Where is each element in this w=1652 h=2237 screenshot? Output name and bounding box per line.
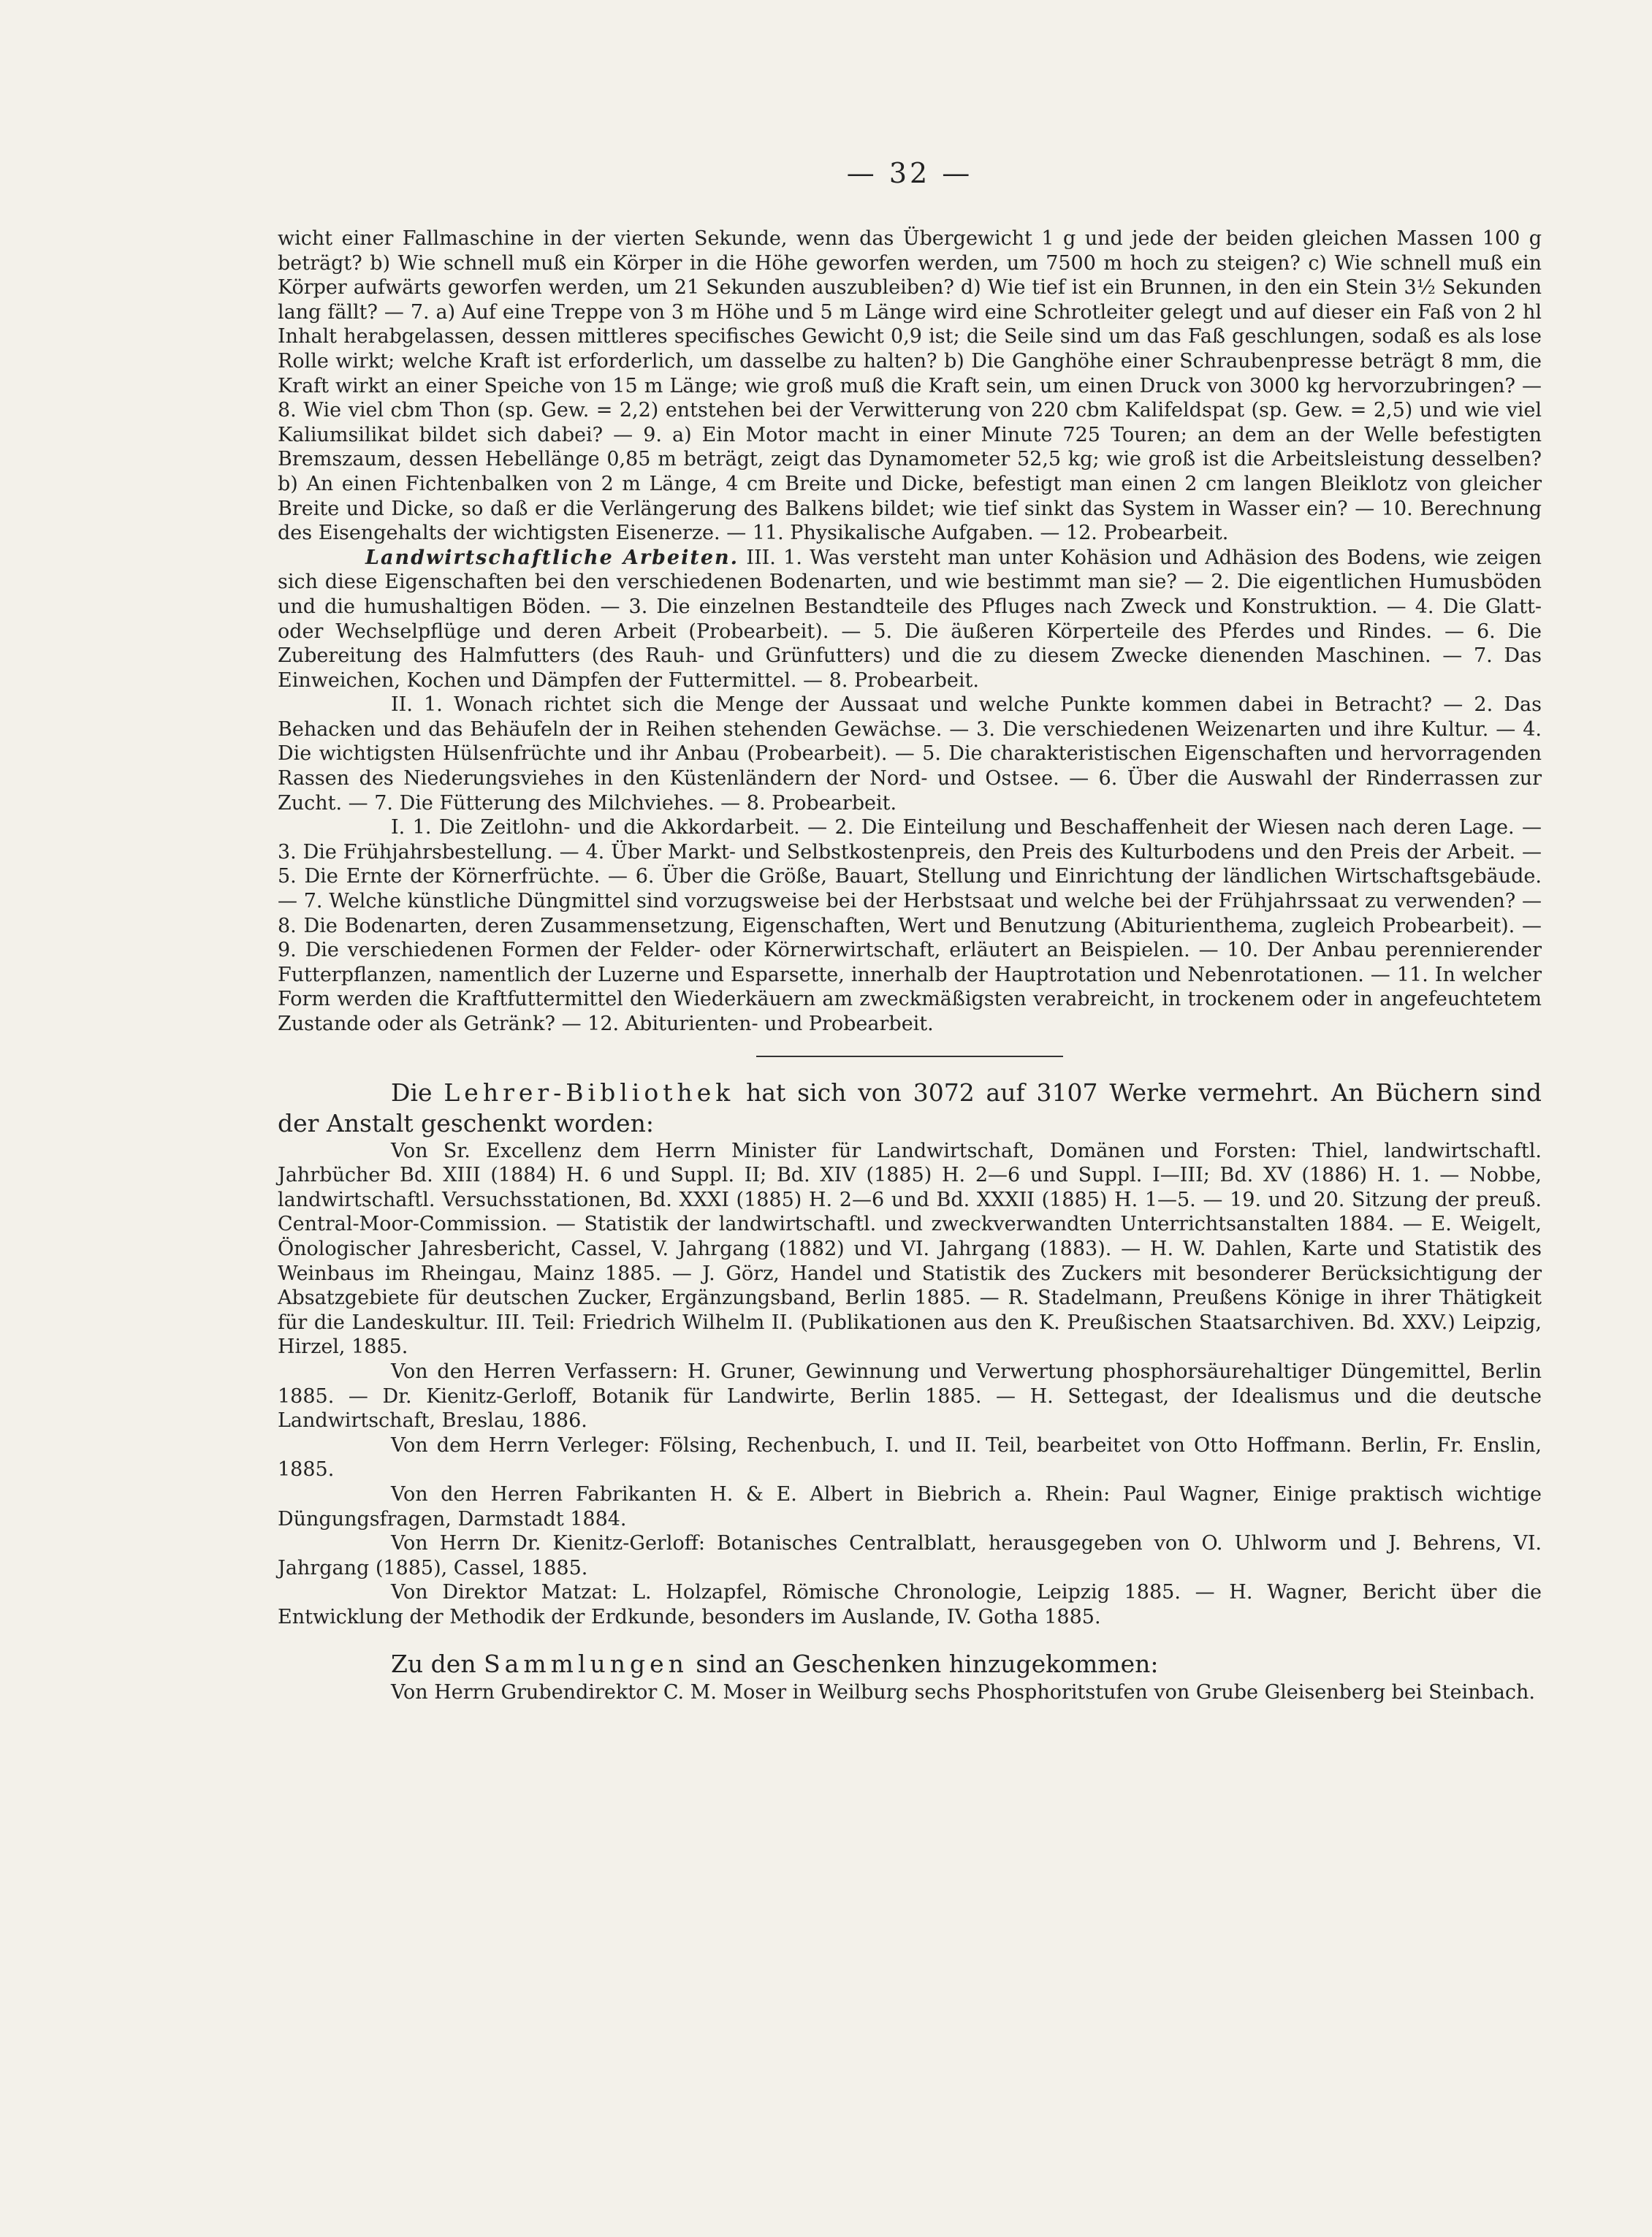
- minister-donation: Von Sr. Excellenz dem Herrn Minister für Landwirtschaft, Domänen und Forsten: Thiel, landwirtschaftl. Jahrbücher Bd. XIII (1884) H. 6 und Suppl. II; Bd. XIV (1885) H. 2—6 und Suppl. I—III; Bd. XV (1886) H. 1. — Nobbe, landwirtschaftl. Versuchsstationen, Bd. XXXI (1885) H. 2—6 und Bd. XXXII (1885) H. 1—5. — 19. und 20. Sitzung der preuß. Central-Moor-Commission. — Statistik der landwirtschaftl. und zweckverwandten Unterrichtsanstalten 1884. — E. Weigelt, Önologischer Jahresbericht, Cassel, V. Jahrgang (1882) und VI. Jahrgang (1883). — H. W. Dahlen, Karte und Statistik des Weinbaus im Rheingau, Mainz 1885. — J. Görz, Handel und Statistik des Zuckers mit besonderer Berücksichtigung der Absatzgebiete für deutschen Zucker, Ergänzungsband, Berlin 1885. — R. Stadelmann, Preußens Könige in ihrer Thätigkeit für die Landeskultur. III. Teil: Friedrich Wilhelm II. (Publikationen aus den K. Preußischen Staatsarchiven. Bd. XXV.) Leipzig, Hirzel, 1885.: [278, 1139, 1542, 1359]
- bibliothek-pre: Die: [391, 1078, 444, 1107]
- verleger-donation: Von dem Herrn Verleger: Fölsing, Rechenbuch, I. und II. Teil, bearbeitet von Otto Hoffmann. Berlin, Fr. Enslin, 1885.: [278, 1433, 1542, 1482]
- landwirt-i-paragraph: I. 1. Die Zeitlohn- und die Akkordarbeit. — 2. Die Einteilung und Beschaffenheit der Wiesen nach deren Lage. — 3. Die Frühjahrsbestellung. — 4. Über Markt- und Selbstkostenpreis, den Preis des Kulturbodens und den Preis der Arbeit. — 5. Die Ernte der Körnerfrüchte. — 6. Über die Größe, Bauart, Stellung und Einrichtung der ländlichen Wirtschaftsgebäude. — 7. Welche künstliche Düngmittel sind vorzugsweise bei der Herbstsaat und welche bei der Frühjahrssaat zu verwenden? — 8. Die Bodenarten, deren Zusammensetzung, Eigenschaften, Wert und Benutzung (Abiturienthema, zugleich Probearbeit). — 9. Die verschiedenen Formen der Felder- oder Körnerwirtschaft, erläutert an Beispielen. — 10. Der Anbau perennierender Futterpflanzen, namentlich der Luzerne und Esparsette, innerhalb der Hauptrotation und Nebenrotationen. — 11. In welcher Form werden die Kraftfuttermittel den Wiederkäuern am zweckmäßigsten verabreicht, in trockenem oder in angefeuchtetem Zustande oder als Getränk? — 12. Abiturienten- und Probearbeit.: [278, 816, 1542, 1035]
- landwirt-ii-paragraph: II. 1. Wonach richtet sich die Menge der Aussaat und welche Punkte kommen dabei in Betracht? — 2. Das Behacken und das Behäufeln der in Reihen stehenden Gewächse. — 3. Die verschiedenen Weizenarten und ihre Kultur. — 4. Die wichtigsten Hülsenfrüchte und ihr Anbau (Probearbeit). — 5. Die charakteristischen Eigenschaften und hervorragenden Rassen des Niederungsviehes in den Küstenländern der Nord- und Ostsee. — 6. Über die Auswahl der Rinderrassen zur Zucht. — 7. Die Fütterung des Milchviehes. — 8. Probearbeit.: [278, 693, 1542, 815]
- sammlungen-heading: [278, 1648, 1542, 1680]
- moser-donation: Von Herrn Grubendirektor C. M. Moser in Weilburg sechs Phosphoritstufen von Grube Gleisenberg bei Steinbach.: [391, 1681, 1535, 1704]
- fabrikanten-donation: Von den Herren Fabrikanten H. & E. Albert in Biebrich a. Rhein: Paul Wagner, Einige praktisch wichtige Düngungsfragen, Darmstadt 1884.: [278, 1482, 1542, 1531]
- bibliothek-post: hat sich von 3072 auf 3107 Werke vermehrt. An Büchern sind der Anstalt geschenkt worden:: [278, 1078, 1542, 1137]
- page-body: [278, 226, 1542, 1705]
- landwirt-iii-paragraph: [278, 546, 1542, 693]
- sammlungen-post: sind an Geschenken hinzugekommen:: [688, 1650, 1159, 1679]
- section-divider: [756, 1056, 1063, 1057]
- physics-exercises-paragraph: wicht einer Fallmaschine in der vierten Sekunde, wenn das Übergewicht 1 g und jede der beiden gleichen Massen 100 g beträgt? b) Wie schnell muß ein Körper in die Höhe geworfen werden, um 7500 m hoch zu steigen? c) Wie schnell muß ein Körper aufwärts geworfen werden, um 21 Sekunden auszubleiben? d) Wie tief ist ein Brunnen, in den ein Stein 3½ Sekunden lang fällt? — 7. a) Auf eine Treppe von 3 m Höhe und 5 m Länge wird eine Schrotleiter gelegt und auf dieser ein Faß von 2 hl Inhalt herabgelassen, dessen mittleres specifisches Gewicht 0,9 ist; die Seile sind um das Faß geschlungen, sodaß es als lose Rolle wirkt; welche Kraft ist erforderlich, um dasselbe zu halten? b) Die Ganghöhe einer Schraubenpresse beträgt 8 mm, die Kraft wirkt an einer Speiche von 15 m Länge; wie groß muß die Kraft sein, um einen Druck von 3000 kg hervorzubringen? — 8. Wie viel cbm Thon (sp. Gew. = 2,2) entstehen bei der Verwitterung von 220 cbm Kalifeldspat (sp. Gew. = 2,5) und wie viel Kaliumsilikat bildet sich dabei? — 9. a) Ein Motor macht in einer Minute 725 Touren; an dem an der Welle befestigten Bremszaum, dessen Hebellänge 0,85 m beträgt, zeigt das Dynamometer 52,5 kg; wie groß ist die Arbeitsleistung desselben? b) An einen Fichtenbalken von 2 m Länge, 4 cm Breite und Dicke, befestigt man einen 2 cm langen Bleiklotz von gleicher Breite und Dicke, so daß er die Verlängerung des Balkens bildet; wie tief sinkt das System in Wasser ein? — 10. Berechnung des Eisengehalts der wichtigsten Eisenerze. — 11. Physikalische Aufgaben. — 12. Probearbeit.: [278, 227, 1542, 545]
- sammlungen-title: Sammlungen: [484, 1650, 688, 1679]
- bibliothek-paragraph: [278, 1078, 1542, 1139]
- landwirt-heading: Landwirtschaftliche Arbeiten.: [365, 546, 739, 569]
- direktor-donation: Von Direktor Matzat: L. Holzapfel, Römische Chronologie, Leipzig 1885. — H. Wagner, Bericht über die Entwicklung der Methodik der Erdkunde, besonders im Auslande, IV. Gotha 1885.: [278, 1581, 1542, 1628]
- bibliothek-title: Lehrer-Bibliothek: [444, 1078, 735, 1107]
- page-number: — 32 —: [846, 157, 973, 189]
- kienitz-donation: Von Herrn Dr. Kienitz-Gerloff: Botanisches Centralblatt, herausgegeben von O. Uhlworm und J. Behrens, VI. Jahrgang (1885), Cassel, 1885.: [278, 1532, 1542, 1579]
- sammlungen-pre: Zu den: [391, 1650, 484, 1679]
- verfasser-donation: Von den Herren Verfassern: H. Gruner, Gewinnung und Verwertung phosphorsäurehaltiger Düngemittel, Berlin 1885. — Dr. Kienitz-Gerloff, Botanik für Landwirte, Berlin 1885. — H. Settegast, der Idealismus und die deutsche Landwirtschaft, Breslau, 1886.: [278, 1360, 1542, 1433]
- landwirt-iii-text: III. 1. Was versteht man unter Kohäsion und Adhäsion des Bodens, wie zeigen sich diese Eigenschaften bei den verschiedenen Bodenarten, und wie bestimmt man sie? — 2. Die eigentlichen Humusböden und die humushaltigen Böden. — 3. Die einzelnen Bestandteile des Pfluges nach Zweck und Konstruktion. — 4. Die Glatt- oder Wechselpflüge und deren Arbeit (Probearbeit). — 5. Die äußeren Körperteile des Pferdes und Rindes. — 6. Die Zubereitung des Halmfutters (des Rauh- und Grünfutters) und die zu diesem Zwecke dienenden Maschinen. — 7. Das Einweichen, Kochen und Dämpfen der Futtermittel. — 8. Probearbeit.: [278, 546, 1542, 692]
